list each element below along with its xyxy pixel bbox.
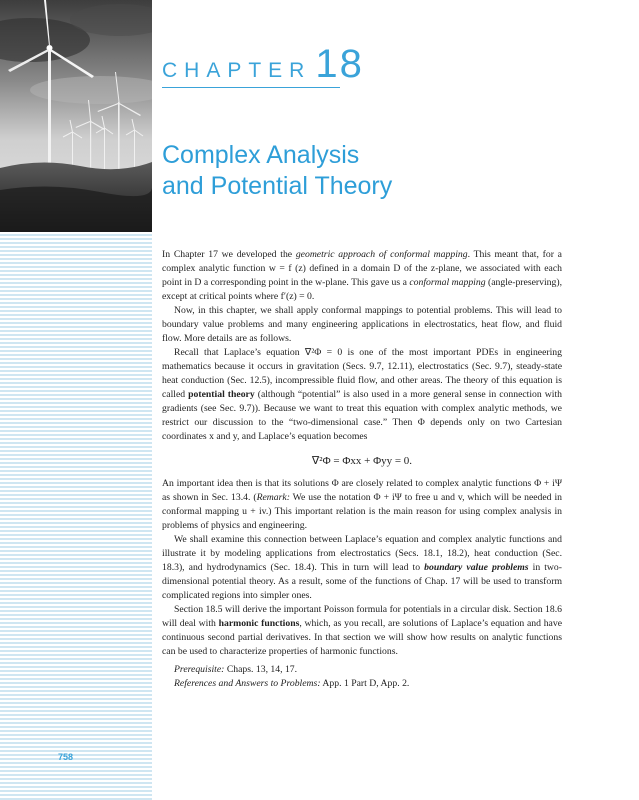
paragraph-5: We shall examine this connection between Laplace’s equation and complex analytic functions and illustrate it by modeling applications from electrostatics (Secs. 18.1, 18.2), heat conduction (Sec. 18.3), and hydrodynamics (Sec. 18.4). This in turn will lead to boundary value problems in two-dimensional potential theory. As a result, some of the functions of Chap. 17 will be used to transform complicated regions into simpler ones. — [162, 534, 563, 601]
chapter-number: 18 — [315, 42, 364, 86]
chapter-heading — [162, 42, 364, 87]
references-line: References and Answers to Problems: App. 1 Part D, App. 2. — [174, 678, 410, 689]
laplace-equation: ∇²Φ = Φxx + Φyy = 0. — [311, 455, 413, 467]
chapter-underline — [162, 87, 340, 88]
paragraph-1: In Chapter 17 we developed the geometric approach of conformal mapping. This meant that, for a complex analytic function w = f (z) defined in a domain D of the z-plane, we associated with each point in D a corresponding point in the w-plane. This gave us a conformal mapping (angle-preserving), except at critical points where f′(z) = 0. — [162, 249, 562, 302]
title-line-2: and Potential Theory — [162, 172, 393, 200]
chapter-intro-text — [162, 248, 562, 691]
prerequisite-line: Prerequisite: Chaps. 13, 14, 17. — [174, 664, 298, 675]
wind-turbines-photo — [0, 0, 152, 232]
page-number: 758 — [58, 752, 74, 762]
paragraph-3: Recall that Laplace’s equation ∇²Φ = 0 is one of the most important PDEs in engineering mathematics because it occurs in gravitation (Secs. 9.7, 12.11), electrostatics (Sec. 9.7), steady-state heat conduction (Sec. 12.5), incompressible fluid flow, and other areas. The theory of this equation is called potential theory (although “potential” is also used in a more general sense in connection with gradients (see Sec. 9.7)). Because we want to treat this equation with complex analytic methods, we restrict our discussion to the “two-dimensional case.” Then Φ depends only on two Cartesian coordinates x and y, and Laplace’s equation becomes — [162, 347, 562, 442]
chapter-title — [162, 140, 592, 202]
title-line-1: Complex Analysis — [162, 141, 360, 169]
paragraph-6: Section 18.5 will derive the important Poisson formula for potentials in a circular disk. Section 18.6 will deal with harmonic functions, which, as you recall, are solutions of Laplace’s equation and have continuous second partial derivatives. In that section we will show how results on analytic functions can be used to characterize properties of harmonic functions. — [162, 604, 562, 657]
paragraph-2: Now, in this chapter, we shall apply conformal mappings to potential problems. This will lead to boundary value problems and many engineering applications in electrostatics, heat flow, and fluid flow. More details are as follows. — [162, 305, 562, 344]
paragraph-4: An important idea then is that its solutions Φ are closely related to complex analytic functions Φ + iΨ as shown in Sec. 13.4. (Remark: We use the notation Φ + iΨ to free u and v, which will be needed in conformal mapping u + iv.) This important relation is the main reason for using complex analysis in problems of physics and engineering. — [162, 478, 562, 531]
chapter-label: CHAPTER — [162, 59, 312, 82]
